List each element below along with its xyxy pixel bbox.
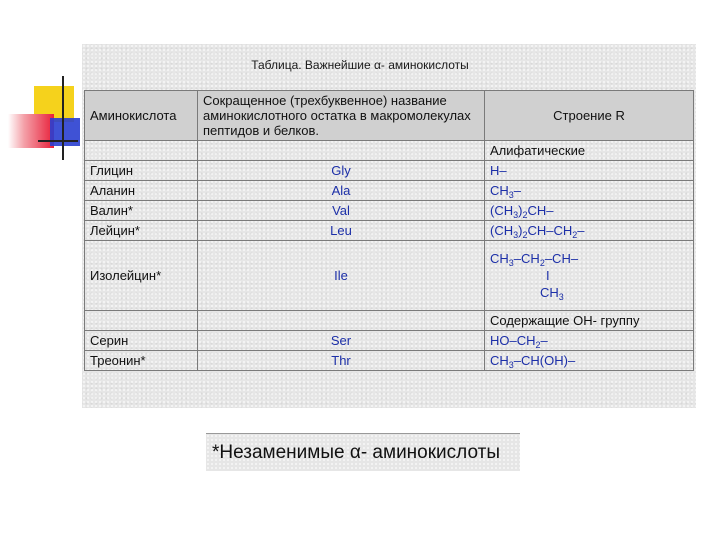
amino-abbr: Ala bbox=[198, 181, 485, 201]
footnote: *Незаменимые α- аминокислоты bbox=[206, 433, 520, 471]
group-row bbox=[85, 311, 694, 331]
r-formula: $CH_3-CH(OH)-$ bbox=[485, 351, 694, 371]
decor-horizontal-line bbox=[38, 140, 78, 142]
table-row bbox=[85, 351, 694, 371]
amino-abbr: Gly bbox=[198, 161, 485, 181]
amino-abbr: Thr bbox=[198, 351, 485, 371]
group-oh: Содержащие OH- группу bbox=[485, 311, 694, 331]
amino-name: Изолейцин* bbox=[85, 241, 198, 311]
group-aliphatic: Алифатические bbox=[485, 141, 694, 161]
table-row bbox=[85, 241, 694, 311]
table-row bbox=[85, 181, 694, 201]
r-formula: H– bbox=[485, 161, 694, 181]
header-abbreviation: Сокращенное (трехбуквенное) название аминокислотного остатка в макромолекулах пептидов и белков. bbox=[198, 91, 485, 141]
amino-name: Валин* bbox=[85, 201, 198, 221]
amino-abbr: Val bbox=[198, 201, 485, 221]
amino-name: Аланин bbox=[85, 181, 198, 201]
table-row bbox=[85, 221, 694, 241]
r-formula: $(CH_3)_2CH-$ bbox=[485, 201, 694, 221]
amino-name: Глицин bbox=[85, 161, 198, 181]
r-formula: $CH_3-CH_2-CH-$ I $CH_3$ bbox=[485, 241, 694, 311]
header-amino-acid: Аминокислота bbox=[85, 91, 198, 141]
amino-acids-table bbox=[84, 90, 694, 371]
amino-name: Лейцин* bbox=[85, 221, 198, 241]
table-title: Таблица. Важнейшие α- аминокислоты bbox=[251, 58, 469, 72]
table-row bbox=[85, 201, 694, 221]
table-row bbox=[85, 331, 694, 351]
table-header-row bbox=[85, 91, 694, 141]
amino-name: Треонин* bbox=[85, 351, 198, 371]
table-row bbox=[85, 161, 694, 181]
amino-abbr: Ile bbox=[198, 241, 485, 311]
r-formula: $(CH_3)_2CH-CH_2-$ bbox=[485, 221, 694, 241]
amino-name: Серин bbox=[85, 331, 198, 351]
decor-vertical-line bbox=[62, 76, 64, 160]
group-row bbox=[85, 141, 694, 161]
amino-abbr: Ser bbox=[198, 331, 485, 351]
r-formula: $CH_3-$ bbox=[485, 181, 694, 201]
r-formula: $HO-CH_2-$ bbox=[485, 331, 694, 351]
amino-abbr: Leu bbox=[198, 221, 485, 241]
header-r-structure: Строение R bbox=[485, 91, 694, 141]
decor-red-square bbox=[8, 114, 54, 148]
